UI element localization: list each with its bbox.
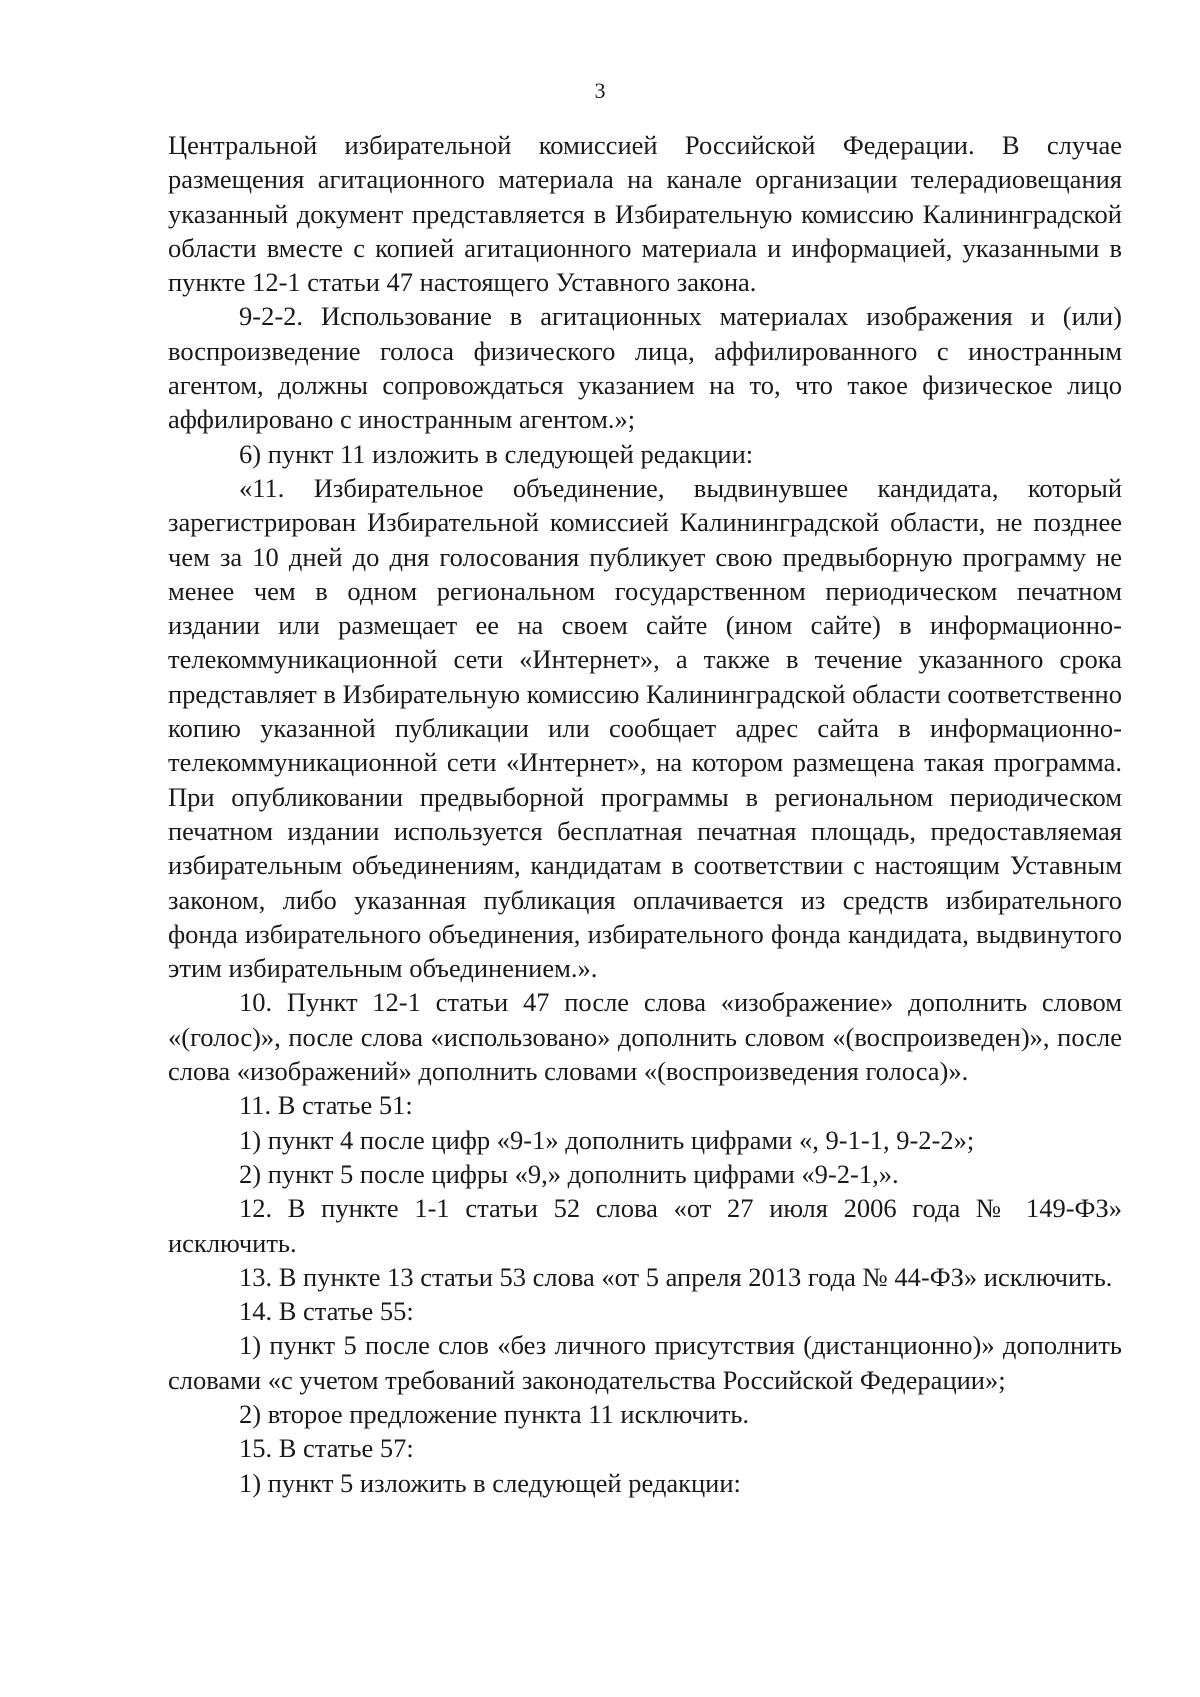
paragraph-2: 9-2-2. Использование в агитационных материалах изображения и (или) воспроизведение голоса физического лица, аффилированного с иностранным агентом, должны сопровождаться указанием на то, что такое физическое лицо аффилировано с иностранным агентом.»; (168, 301, 1122, 435)
paragraph-14: 15. В статье 57: (239, 1433, 414, 1464)
paragraph-15: 1) пункт 5 изложить в следующей редакции: (239, 1467, 741, 1498)
paragraph-10: 13. В пункте 13 статьи 53 слова «от 5 апреля 2013 года № 44-ФЗ» исключить. (239, 1261, 1113, 1292)
paragraph-5: 10. Пункт 12-1 статьи 47 после слова «изображение» дополнить словом «(голос)», после слова «использовано» дополнить словом «(воспроизведен)», после слова «изображений» дополнить словами «(воспроизведения голоса)». (168, 987, 1122, 1087)
paragraph-6: 11. В статье 51: (239, 1090, 413, 1121)
paragraph-4: «11. Избирательное объединение, выдвинувшее кандидата, который зарегистрирован Избирательной комиссией Калининградской области, не позднее чем за 10 дней до дня голосования публикует свою предвыборную программу не менее чем в одном региональном государственном периодическом печатном издании или размещает ее на своем сайте (ином сайте) в информационно-телекоммуникационной сети «Интернет», а также в течение указанного срока представляет в Избирательную комиссию Калининградской области соответственно копию указанной публикации или сообщает адрес сайта в информационно-телекоммуникационной сети «Интернет», на котором размещена такая программа. При опубликовании предвыборной программы в региональном периодическом печатном издании используется бесплатная печатная площадь, предоставляемая избирательным объединениям, кандидатам в соответствии с настоящим Уставным законом, либо указанная публикация оплачивается из средств избирательного фонда избирательного объединения, избирательного фонда кандидата, выдвинутого этим избирательным объединением.». (168, 472, 1122, 984)
paragraph-7: 1) пункт 4 после цифр «9-1» дополнить цифрами «, 9-1-1, 9-2-2»; (239, 1124, 975, 1155)
paragraph-11: 14. В статье 55: (239, 1296, 414, 1327)
page-number: 3 (594, 78, 606, 103)
paragraph-8: 2) пункт 5 после цифры «9,» дополнить цифрами «9-2-1,». (239, 1158, 899, 1189)
paragraph-3: 6) пункт 11 изложить в следующей редакции: (239, 438, 754, 469)
paragraph-13: 2) второе предложение пункта 11 исключить. (239, 1398, 750, 1429)
paragraph-12: 1) пункт 5 после слов «без личного присутствия (дистанционно)» дополнить словами «с учетом требований законодательства Российской Федерации»; (168, 1330, 1122, 1395)
document-body (168, 128, 1122, 1500)
paragraph-1: Центральной избирательной комиссией Российской Федерации. В случае размещения агитационного материала на канале организации телерадиовещания указанный документ представляется в Избирательную комиссию Калининградской области вместе с копией агитационного материала и информацией, указанными в пункте 12-1 статьи 47 настоящего Уставного закона. (168, 130, 1122, 298)
paragraph-9: 12. В пункте 1-1 статьи 52 слова «от 27 июля 2006 года № 149-ФЗ» исключить. (168, 1193, 1122, 1258)
